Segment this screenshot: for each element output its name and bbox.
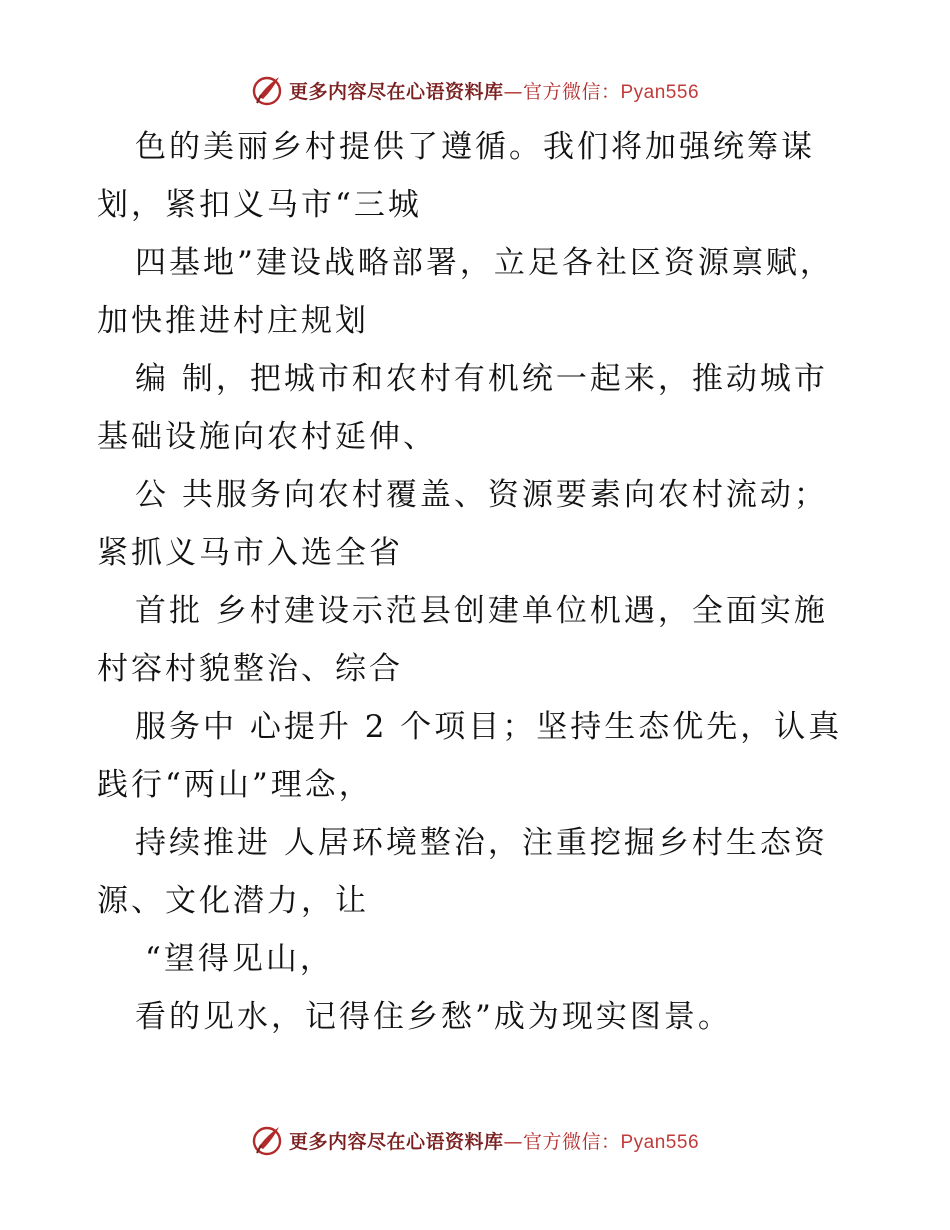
body-line-4: 加快推进村庄规划 (97, 303, 369, 339)
header-banner (0, 68, 950, 112)
body-line-7: 公 共服务向农村覆盖、资源要素向农村流动； (135, 477, 828, 513)
footer-banner-text (289, 1127, 699, 1154)
body-line-10: 村容村貌整治、综合 (97, 651, 403, 687)
body-line-8: 紧抓义马市入选全省 (97, 535, 403, 571)
quill-logo-icon (251, 1123, 285, 1157)
footer-brand: 更多内容尽在心语资料库 (288, 1130, 504, 1153)
document-body (97, 118, 877, 1046)
footer-handle: Pyan556 (620, 1131, 700, 1153)
footer-separator: — (503, 1130, 523, 1153)
body-line-16: 看的见水，记得住乡愁”成为现实图景。 (135, 999, 732, 1035)
body-line-2: 划，紧扣义马市“三城 (97, 187, 422, 223)
header-separator: — (503, 80, 523, 103)
body-line-15: “望得见山， (145, 941, 334, 977)
body-line-11: 服务中 心提升 2 个项目；坚持生态优先，认真 (135, 709, 843, 745)
header-official: 官方微信： (522, 80, 621, 103)
header-banner-text (289, 77, 699, 104)
body-line-5: 编 制，把城市和农村有机统一起来，推动城市 (135, 361, 828, 397)
body-line-6: 基础设施向农村延伸、 (97, 419, 437, 455)
body-line-3: 四基地”建设战略部署，立足各社区资源禀赋， (135, 245, 834, 281)
header-brand: 更多内容尽在心语资料库 (288, 80, 504, 103)
quill-logo-icon (251, 73, 285, 107)
body-line-12: 践行“两山”理念， (97, 767, 373, 803)
header-handle: Pyan556 (620, 81, 700, 103)
footer-official: 官方微信： (522, 1130, 621, 1153)
body-line-1: 色的美丽乡村提供了遵循。我们将加强统筹谋 (135, 129, 815, 165)
body-line-13: 持续推进 人居环境整治，注重挖掘乡村生态资 (135, 825, 828, 861)
body-line-14: 源、文化潜力，让 (97, 883, 369, 919)
body-line-9: 首批 乡村建设示范县创建单位机遇，全面实施 (135, 593, 828, 629)
footer-banner (0, 1118, 950, 1162)
